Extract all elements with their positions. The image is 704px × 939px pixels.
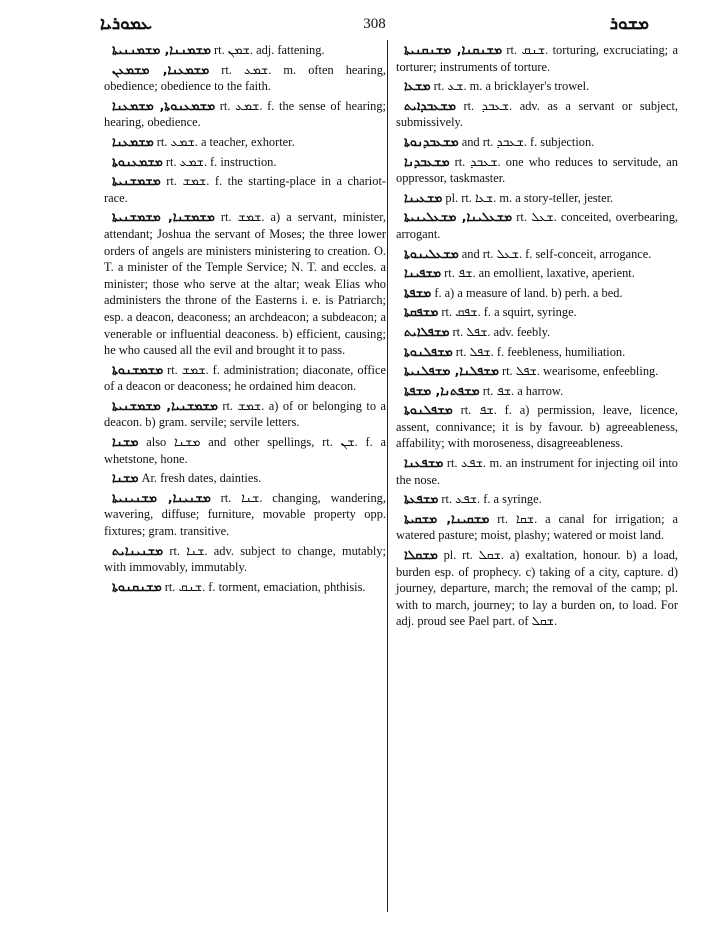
dictionary-entry [396, 383, 678, 400]
entry-definition: rt. ܫܦܥ. f. a syringe. [441, 492, 542, 507]
dictionary-entry [396, 265, 678, 282]
dictionary-entry [104, 98, 386, 131]
dictionary-entry [396, 344, 678, 361]
entry-headword: ܡܫܢܝܢܐܝܬ [112, 542, 164, 558]
dictionary-entry [396, 511, 678, 544]
entry-headword: ܡܫܦܥܢܐ [404, 455, 444, 471]
entry-headword: ܡܫܦܬܐ [404, 284, 432, 300]
entry-headword: ܡܫܡܫܢܝܐ, ܡܫܡܫܢܝܬܐ [112, 397, 218, 413]
entry-headword: ܡܫܦܩܬܐ [404, 304, 439, 320]
dictionary-entry [104, 543, 386, 576]
dictionary-entry [396, 134, 678, 151]
entry-definition: rt. ܫܦܥ. m. an instrument for injecting oil into the nose. [396, 456, 679, 487]
dictionary-entry [396, 285, 678, 302]
page-header [100, 14, 649, 36]
entry-definition: rt. ܫܢܩ. f. torment, emaciation, phthisis. [164, 579, 366, 594]
header-left-title: ܥܡܘܪܝܐ [100, 14, 152, 34]
entry-headword: ܡܫܩܠܐ [404, 547, 438, 563]
entry-definition: and rt. ܫܥܒܕ. f. subjection. [461, 134, 595, 149]
entry-definition: rt. ܫܡܥ. m. often hearing, obedience; obedience to the faith. [104, 62, 386, 94]
entry-definition: f. a) a measure of land. b) perh. a bed. [434, 285, 623, 300]
dictionary-entry [104, 42, 386, 59]
left-column [104, 42, 386, 598]
entry-headword: ܡܫܦܝܢܐ [404, 265, 442, 281]
entry-headword: ܡܫܩܝܢܐ, ܡܫܩܝܬܐ [404, 510, 490, 526]
dictionary-entry [104, 134, 386, 151]
dictionary-entry [396, 402, 678, 452]
entry-definition: rt. ܫܡܫ. f. administration; diaconate, office of a deacon or deaconess; he ordained him deacon. [104, 362, 387, 394]
dictionary-entry [104, 470, 386, 487]
entry-headword: ܡܫܡܥܢܘܬܐ, ܡܫܡܥܢܐ [112, 97, 216, 113]
entry-definition: rt. ܫܦ. f. a) permission, leave, licence, assent, connivance; it is by favour. b) agreeableness, affability; with moroseness, disagreeableness. [396, 403, 678, 451]
dictionary-entry [396, 455, 678, 488]
dictionary-entry [104, 434, 386, 467]
entry-definition: rt. ܫܢܐ. changing, wandering, wavering, diffuse; furniture, movable property opp. fixtures; gram. transitive. [104, 490, 386, 539]
dictionary-entry [104, 362, 386, 395]
dictionary-entry [396, 154, 678, 187]
entry-headword: ܡܫܢܝܢܐ, ܡܫܢܝܢܝܬܐ [112, 489, 211, 505]
dictionary-entry [396, 98, 678, 131]
dictionary-entry [396, 304, 678, 321]
entry-headword: ܡܫܦܠܢܐ, ܡܫܦܠܢܝܬܐ [404, 363, 499, 379]
page-number: 308 [363, 16, 386, 32]
dictionary-entry [104, 62, 386, 95]
entry-definition: rt. ܫܡܥ. f. instruction. [165, 154, 277, 169]
dictionary-entry [396, 42, 678, 75]
entry-definition: rt. ܫܦ. a harrow. [482, 383, 564, 398]
entry-headword: ܡܫܡܥܢܘܬܐ [112, 153, 163, 169]
dictionary-entry [396, 491, 678, 508]
entry-definition: rt. ܫܥܠ. conceited, overbearing, arrogant. [396, 210, 678, 241]
entry-definition: rt. ܫܡܥ. a teacher, exhorter. [156, 134, 295, 149]
entry-definition: also ܡܫܢܐ and other spellings, rt. ܫܢ. f. a whetstone, hone. [104, 435, 386, 466]
entry-definition: rt. ܫܢܐ. adv. subject to change, mutably; with immovably, immutably. [104, 543, 386, 575]
entry-definition: rt. ܫܥ. m. a bricklayer's trowel. [433, 79, 590, 94]
dictionary-entry [396, 246, 678, 263]
dictionary-entry [104, 579, 386, 596]
entry-headword: ܡܫܥܒܕܢܘܬܐ [404, 133, 459, 149]
entry-headword: ܡܫܢܩܢܘܬܐ [112, 578, 162, 594]
entry-headword: ܡܫܦܥܬܐ [404, 491, 439, 507]
entry-headword: ܡܫܢܩܢܐ, ܡܫܢܩܢܝܬܐ [404, 42, 503, 57]
entry-headword: ܡܫܡܫܢܘܬܐ [112, 361, 164, 377]
entry-definition: rt. ܫܡܫ. f. the starting-place in a chariot-race. [104, 174, 387, 205]
dictionary-entry [396, 324, 678, 341]
dictionary-entry [104, 154, 386, 171]
dictionary-entry [104, 490, 386, 540]
entry-definition: rt. ܫܢܩ. torturing, excruciating; a torturer; instruments of torture. [396, 43, 678, 74]
entry-definition: rt. ܫܦܠ. wearisome, enfeebling. [501, 364, 659, 379]
dictionary-entry [396, 209, 678, 242]
entry-definition: and rt. ܫܥܠ. f. self-conceit, arrogance. [461, 246, 652, 261]
entry-headword: ܡܫܡܫܢܝܬܐ [112, 173, 161, 189]
dictionary-entry [396, 190, 678, 207]
column-divider [387, 40, 388, 912]
entry-definition: rt. ܫܥܒܕ. adv. as a servant or subject, submissively. [396, 98, 679, 130]
entry-headword: ܡܫܢܐ [112, 434, 139, 450]
entry-headword: ܡܫܡܥܢܐ, ܡܫܡܥܢ [112, 61, 210, 77]
entry-headword: ܡܫܡܢܢܐ, ܡܫܡܢܢܝܬܐ [112, 42, 211, 57]
entry-definition: rt. ܫܡܢ. adj. fattening. [214, 43, 325, 57]
dictionary-entry [396, 547, 678, 630]
entry-headword: ܡܫܡܥܢܐ [112, 133, 154, 149]
dictionary-entry [396, 363, 678, 380]
entry-definition: rt. ܫܡܫ. a) a servant, minister, attendant; Joshua the servant of Moses; the three lower orders of angels are ministers ministering to creation. O. T. a minister of the Temple Service; N. T. and eccles. a minister; those who serve at the altar; weak Elias who administers the throne of the Easterns i. e. is Patriarch; esp. a deacon, deaconess; an archdeacon; a subdeacon; a venerable or influential deaconess. b) efficient, causing; he who caused all the evil and brought it to pass. [104, 210, 387, 358]
entry-headword: ܡܫܢܐ [112, 470, 139, 486]
header-right-title: ܡܫܘܪ [609, 14, 649, 34]
entry-definition: rt. ܫܦܠ. adv. feebly. [452, 324, 551, 339]
entry-definition: rt. ܫܦܠ. f. feebleness, humiliation. [455, 344, 626, 359]
entry-definition: rt. ܫܥܒܕ. one who reduces to servitude, an oppressor, taskmaster. [396, 154, 678, 186]
entry-definition: Ar. fresh dates, dainties. [141, 471, 262, 486]
entry-headword: ܡܫܥܠܝܢܘܬܐ [404, 245, 459, 261]
entry-definition: rt. ܫܦ. an emollient, laxative, aperient. [444, 266, 635, 281]
dictionary-entry [104, 398, 386, 431]
entry-headword: ܡܫܥܒܕܐܝܬ [404, 97, 456, 113]
right-column [396, 42, 678, 633]
entry-definition: pl. rt. ܫܩܠ. a) exaltation, honour. b) a load, burden esp. of prophecy. c) taking of a city, capture. d) journey, departure, march; the removal of the camp; pl. with to march, journey; to lay a burden on, to load. For adj. proud see Pael part. of ܫܩܠ. [396, 548, 678, 629]
entry-headword: ܡܫܦܬܢܐ, ܡܫܦܬܐ [404, 382, 480, 398]
entry-definition: pl. rt. ܫܥܐ. m. a story-teller, jester. [445, 190, 614, 205]
entry-definition: rt. ܫܡܥ. f. the sense of hearing; hearing, obedience. [104, 98, 386, 130]
entry-definition: rt. ܫܩܐ. a canal for irrigation; a watered pasture; moist, plashy; watered or moist land. [396, 511, 678, 543]
entry-headword: ܡܫܡܫܢܐ, ܡܫܡܫܢܝܬܐ [112, 209, 215, 225]
entry-headword: ܡܫܥܒܕܢܐ [404, 153, 450, 169]
dictionary-entry [396, 78, 678, 95]
dictionary-entry [104, 173, 386, 206]
dictionary-entry [104, 209, 386, 358]
entry-definition: rt. ܫܦܩ. f. a squirt, syringe. [441, 305, 577, 320]
entry-headword: ܡܫܥܐ [404, 78, 431, 94]
entry-headword: ܡܫܥܠܝܢܐ, ܡܫܥܠܝܢܝܬܐ [404, 209, 513, 225]
entry-headword: ܡܫܥܝܢܐ [404, 189, 443, 205]
entry-headword: ܡܫܦܠܢܘܬܐ [404, 402, 453, 418]
entry-definition: rt. ܫܡܫ. a) of or belonging to a deacon. b) gram. servile; servile letters. [104, 398, 386, 430]
entry-headword: ܡܫܦܠܐܝܬ [404, 323, 450, 339]
entry-headword: ܡܫܦܠܢܘܬܐ [404, 343, 453, 359]
